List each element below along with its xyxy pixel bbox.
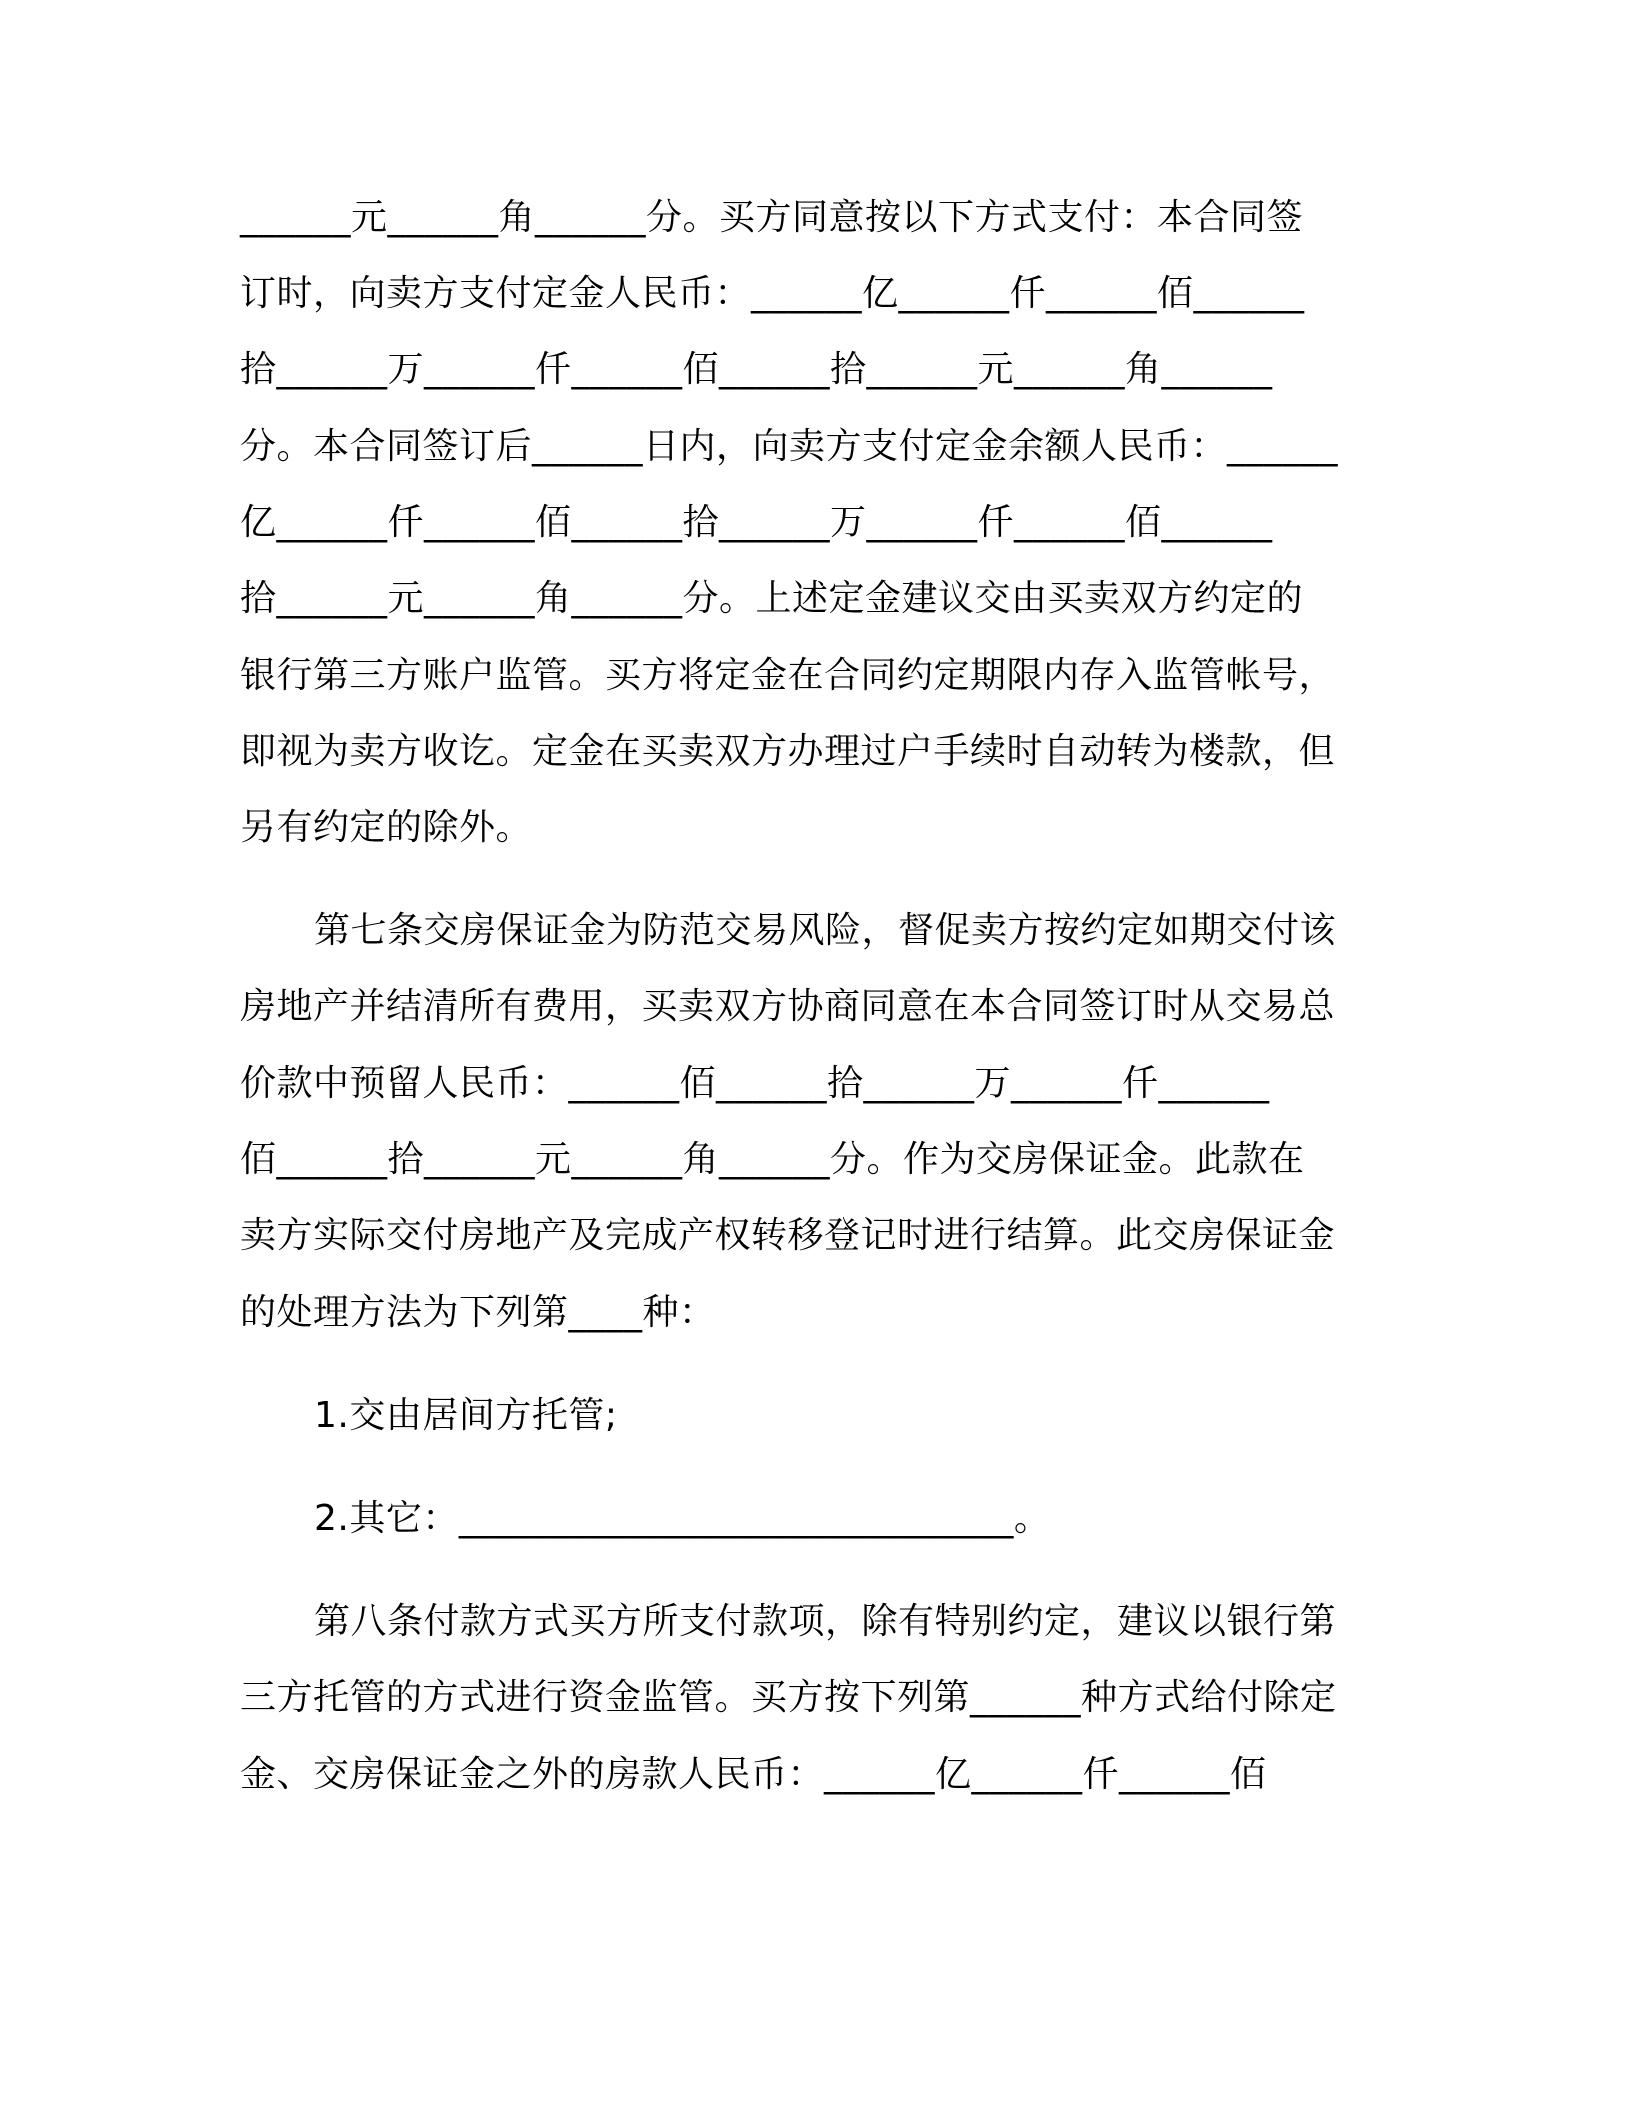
- text-line: 拾______万______仟______佰______拾______元______角______: [240, 349, 1273, 390]
- option-2: 2.其它：______________________________。: [314, 1498, 1051, 1539]
- text-line: 拾______元______角______分。上述定金建议交由买卖双方约定的: [240, 578, 1304, 619]
- text-line: 亿______仟______佰______拾______万______仟______佰______: [240, 502, 1273, 543]
- text-line: 的处理方法为下列第____种：: [240, 1292, 716, 1333]
- text-line: 佰______拾______元______角______分。作为交房保证金。此款在: [240, 1139, 1305, 1180]
- text-line: 银行第三方账户监管。买方将定金在合同约定期限内存入监管帐号，: [240, 655, 1336, 696]
- option-1: 1.交由居间方托管;: [314, 1395, 618, 1436]
- text-line: 分。本合同签订后______日内，向卖方支付定金余额人民币：______: [240, 426, 1339, 467]
- text-line: 房地产并结清所有费用，买卖双方协商同意在本合同签订时从交易总: [240, 986, 1336, 1027]
- text-line: 价款中预留人民币：______佰______拾______万______仟______: [240, 1063, 1270, 1104]
- article-8-heading: 第八条付款方式买方所支付款项，除有特别约定，建议以银行第: [314, 1601, 1337, 1642]
- text-line: 三方托管的方式进行资金监管。买方按下列第______种方式给付除定: [240, 1677, 1337, 1718]
- text-line: 金、交房保证金之外的房款人民币：______亿______仟______佰: [240, 1754, 1267, 1795]
- text-line: 另有约定的除外。: [240, 807, 533, 848]
- text-line: 订时，向卖方支付定金人民币：______亿______仟______佰______: [240, 273, 1305, 314]
- article-7-heading: 第七条交房保证金为防范交易风险，督促卖方按约定如期交付该: [314, 910, 1337, 951]
- text-line: 卖方实际交付房地产及完成产权转移登记时进行结算。此交房保证金: [240, 1215, 1336, 1256]
- text-line: 即视为卖方收讫。定金在买卖双方办理过户手续时自动转为楼款，但: [240, 731, 1336, 772]
- text-line: ______元______角______分。买方同意按以下方式支付：本合同签: [240, 197, 1304, 238]
